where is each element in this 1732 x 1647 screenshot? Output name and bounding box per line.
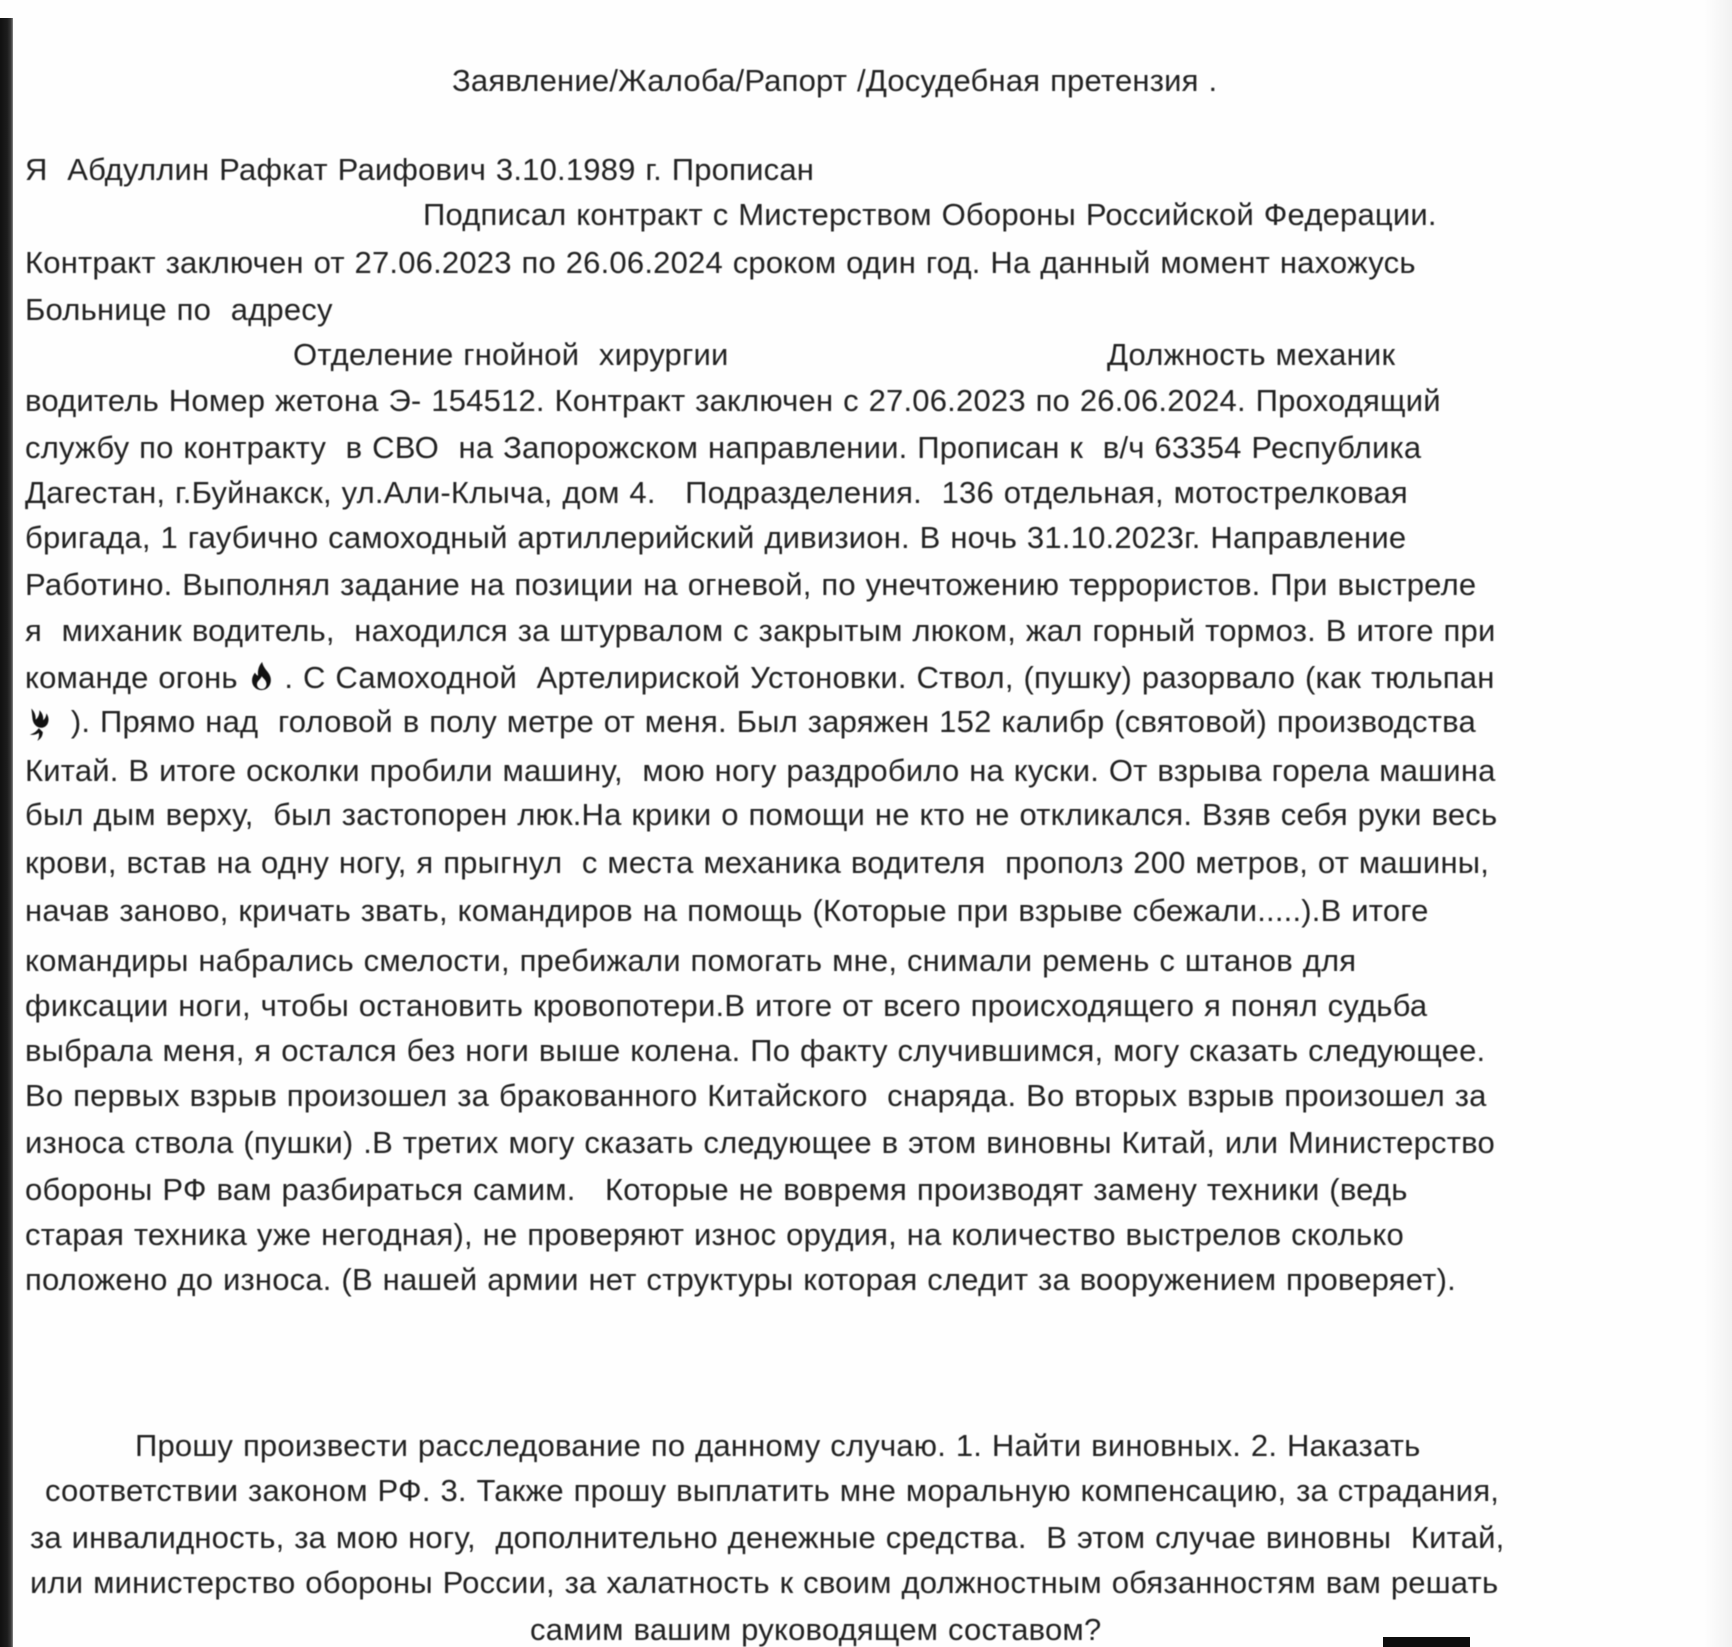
scan-edge-strip [0,18,13,1647]
fire-line-before: команде огонь [25,660,248,695]
text-line: фиксации ноги, чтобы остановить кровопотери.В итоге от всего происходящего я понял судьба [25,988,1428,1023]
text-line-with-tulip-icon [25,704,1476,744]
text-line: бригада, 1 гаубично самоходный артиллерийский дивизион. В ночь 31.10.2023г. Направление [25,520,1407,555]
tulip-line-after: ). Прямо над головой в полу метре от меня. Был заряжен 152 калибр (святовой) производства [61,704,1476,739]
tulip-icon [25,707,61,744]
text-line: Больнице по адресу [25,292,333,327]
text-line: обороны РФ вам разбираться самим. Которые не вовремя производят замену техники (ведь [25,1172,1408,1207]
text-line-with-fire-icon [25,660,1495,696]
text-line: службу по контракту в СВО на Запорожском направлении. Прописан к в/ч 63354 Республика [25,430,1422,465]
text-line: я миханик водитель, находился за штурвалом с закрытым люком, жал горный тормоз. В итоге при [25,613,1496,648]
text-line-department: Отделение гнойной хирургии [293,337,729,372]
text-line: начав заново, кричать звать, командиров на помощь (Которые при взрыве сбежали.....).В итоге [25,893,1429,928]
text-line: Китай. В итоге осколки пробили машину, мою ногу раздробило на куски. От взрыва горела машина [25,753,1496,788]
text-line: Я Абдуллин Рафкат Раифович 3.10.1989 г. Прописан [25,152,815,187]
text-line: водитель Номер жетона Э- 154512. Контракт заключен с 27.06.2023 по 26.06.2024. Проходящий [25,383,1441,418]
text-line: Во первых взрыв произошел за бракованного Китайского снаряда. Во вторых взрыв произошел за [25,1078,1487,1113]
text-line: старая техника уже негодная), не проверяют износ орудия, на количество выстрелов сколько [25,1217,1404,1252]
text-line: был дым верху, был застопорен люк.На крики о помощи не кто не откликался. Взяв себя руки весь [25,797,1498,832]
text-line: Дагестан, г.Буйнакск, ул.Али-Клыча, дом 4. Подразделения. 136 отдельная, мотострелковая [25,475,1408,510]
text-line: износа ствола (пушки) .В третих могу сказать следующее в этом виновны Китай, или Министерство [25,1125,1495,1160]
text-line: командиры набрались смелости, пребижали помогать мне, снимали ремень с штанов для [25,943,1357,978]
text-line: положено до износа. (В нашей армии нет структуры которая следит за вооружением проверяет). [25,1262,1456,1297]
text-line-request: за инвалидность, за мою ногу, дополнительно денежные средства. В этом случае виновны Китай, [30,1520,1505,1555]
text-line-request: или министерство обороны России, за халатность к своим должностным обязанностям вам решать [30,1565,1499,1600]
text-line-position: Должность механик [1107,337,1396,372]
text-line: крови, встав на одну ногу, я прыгнул с места механика водителя прополз 200 метров, от машины, [25,845,1490,880]
fire-line-after: . С Самоходной Артелириской Устоновки. Ствол, (пушку) разорвало (как тюльпан [274,660,1495,695]
text-line-request: самим вашим руководящем составом? [530,1612,1102,1647]
text-line: Подписал контракт с Мистерством Обороны Российской Федерации. [423,197,1437,232]
text-line-request: Прошу произвести расследование по данному случаю. 1. Найти виновных. 2. Наказать [135,1428,1421,1463]
fire-icon [248,662,275,695]
text-line: Работино. Выполнял задание на позиции на огневой, по унечтожению террористов. При выстреле [25,567,1477,602]
document-title: Заявление/Жалоба/Рапорт /Досудебная претензия . [452,63,1218,98]
text-line: Контракт заключен от 27.06.2023 по 26.06.2024 сроком один год. На данный момент нахожусь [25,245,1416,280]
text-line-request: соответствии законом РФ. 3. Также прошу выплатить мне моральную компенсацию, за страдания, [45,1473,1500,1508]
scan-bottom-mark [1383,1637,1470,1647]
text-line: выбрала меня, я остался без ноги выше колена. По факту случившимся, могу сказать следующее. [25,1033,1486,1068]
